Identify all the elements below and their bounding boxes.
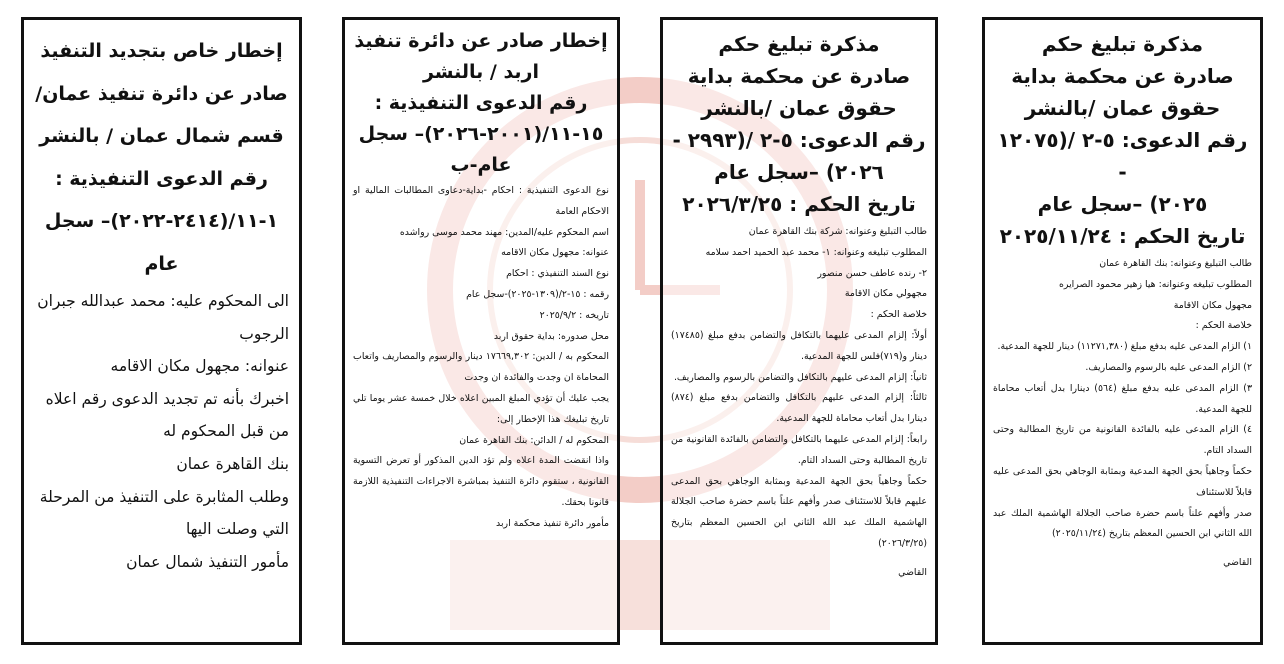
title-line: مذكرة تبليغ حكم <box>1041 32 1204 56</box>
notice-title <box>663 20 935 220</box>
notice-body <box>345 181 617 535</box>
addressee: المطلوب تبليغه وعنوانه: هيا زهير محمود الصرايره <box>1058 278 1252 290</box>
notice-body <box>663 222 935 584</box>
title-line: صادر عن دائرة تنفيذ عمان/ <box>35 82 288 105</box>
judgment-item: ٤) الزام المدعى عليه بالفائدة القانونية من تاريخ المطالبة وحتى السداد التام. <box>993 424 1252 457</box>
judgment-date-line: تاريخ الحكم : ٢٠٢٦/٣/٢٥ <box>682 192 916 216</box>
warning-text: واذا انقضت المدة اعلاه ولم تؤد الدين المذكور أو تعرض التسوية القانونية ، ستقوم دائرة التنفيذ بمباشرة الاجراءات التنفيذية اللازمة قانونا بحقك. <box>353 455 609 508</box>
title-line: حقوق عمان /بالنشر <box>1024 96 1221 120</box>
title-line: اربد / بالنشر <box>422 61 540 83</box>
case-number-line: رقم الدعوى: ٥-٢ /(٢٩٩٣ - <box>672 128 926 152</box>
payment-instruction: يجب عليك أن تؤدي المبلغ المبين اعلاه خلال خمسة عشر يوما تلي تاريخ تبليغك هذا الإخطار إلى: <box>353 392 609 425</box>
notice-title <box>345 20 617 181</box>
debtor-address: عنوانه: مجهول مكان الاقامه <box>110 357 289 376</box>
debtor-address: عنوانه: مجهول مكان الاقامه <box>501 247 609 259</box>
execution-renewal-notice <box>21 17 302 645</box>
judgment-item: أولاً: إلزام المدعى عليهما بالتكافل والتضامن بدفع مبلغ (١٧٤٨٥) دينار و(٧١٩)فلس للجهة المدعية. <box>671 329 927 362</box>
judgment-ruling: حكماً وجاهياً بحق الجهة المدعية وبمثابة الوجاهي بحق المدعى عليه قابلاً للاستئناف <box>993 465 1252 498</box>
instrument-type: نوع السند التنفيذي : احكام <box>506 268 609 280</box>
officer-signature: مأمور دائرة تنفيذ محكمة اربد <box>496 517 609 529</box>
judgment-item: ثانياً: إلزام المدعى عليهم بالتكافل والتضامن بالرسوم والمصاريف. <box>673 371 927 383</box>
case-type: نوع الدعوى التنفيذية : احكام -بداية-دعاوى المطالبات المالية او الاحكام العامة <box>353 185 609 217</box>
notice-title <box>34 30 289 285</box>
debtor-name: الى المحكوم عليه: محمد عبدالله جبران الرجوب <box>37 292 289 343</box>
title-line: حقوق عمان /بالنشر <box>701 96 897 120</box>
issuing-court: محل صدوره: بداية حقوق اربد <box>493 330 609 342</box>
judgment-item: رابعاً: إلزام المدعى عليهما بالتكافل والتضامن بالفائدة القانونية من تاريخ المطالبة وحتى السداد التام. <box>671 433 927 466</box>
judgment-item: ٢) الزام المدعى عليه بالرسوم والمصاريف. <box>1085 361 1252 373</box>
judgment-item: ثالثاً: إلزام المدعى عليهم بالتكافل والتضامن بدفع مبلغ (٨٧٤) دينارا بدل أتعاب محاماة للجهة المدعية. <box>671 392 927 425</box>
notice-title <box>985 20 1260 252</box>
judgment-issued: صدر وأفهم علناً باسم حضرة صاحب الجلالة الهاشمية الملك عبد الله الثاني ابن الحسين المعظم بتاريخ (٢٠٢٥/١١/٢٤) <box>993 507 1252 540</box>
judgment-summary-heading: خلاصة الحكم : <box>870 309 927 321</box>
title-line: رقم الدعوى التنفيذية : <box>374 92 588 114</box>
notice-body <box>985 254 1260 574</box>
judgment-notice-1 <box>982 17 1263 645</box>
creditor: المحكوم له / الدائن: بنك القاهرة عمان <box>459 434 609 446</box>
judgment-date-line: تاريخ الحكم : ٢٠٢٥/١١/٢٤ <box>999 224 1246 248</box>
case-number-line: ١-١١/(٢٤١٤-٢٠٢٢)– سجل <box>44 210 279 232</box>
title-line: إخطار خاص بتجديد التنفيذ <box>40 40 283 62</box>
case-number-line: رقم الدعوى: ٥-٢ /(١٢٠٧٥ - <box>997 128 1248 184</box>
instrument-date: تاريخه : ٢٠٢٥/٩/٢ <box>539 309 609 321</box>
addressee: المطلوب تبليغه وعنوانه: ١- محمد عبد الحميد احمد سلامه <box>705 246 927 258</box>
residence-status: مجهولي مكان الاقامة <box>844 288 927 300</box>
judge-signature: القاضي <box>1223 557 1252 569</box>
renewal-statement: اخبرك بأنه تم تجديد الدعوى رقم اعلاه من قبل المحكوم له <box>45 389 289 441</box>
addressee: ٢- رنده عاطف حسن منصور <box>817 267 927 279</box>
judgment-item: ١) الزام المدعى عليه بدفع مبلغ (١١٢٧١,٣٨٠) دينار للجهة المدعية. <box>997 341 1252 353</box>
case-number-line: ١٥-١١/(٢٠٠١-٢٠٢٦)– سجل <box>358 123 604 145</box>
execution-notice-irbid <box>342 17 620 645</box>
residence-status: مجهول مكان الاقامة <box>1173 299 1252 311</box>
instrument-number: رقمه : ١٥-٢/(١٣٠٩-٢٠٢٥)-سجل عام <box>466 288 609 300</box>
case-number-line: ٢٠٢٥) –سجل عام <box>1037 192 1208 216</box>
title-line: مذكرة تبليغ حكم <box>718 32 880 56</box>
officer-signature: مأمور التنفيذ شمال عمان <box>126 552 289 571</box>
judgment-summary-heading: خلاصة الحكم : <box>1195 320 1252 332</box>
title-line: صادرة عن محكمة بداية <box>1011 64 1234 88</box>
judge-signature: القاضي <box>898 566 927 578</box>
judgment-amount: المحكوم به / الدين: ١٧٦٦٩,٣٠٢ دينار والرسوم والمصاريف واتعاب المحاماة ان وجدت والفائدة ان وجدت <box>353 351 610 384</box>
judgment-item: ٣) الزام المدعى عليه بدفع مبلغ (٥٦٤) دينارا بدل أتعاب محاماة للجهة المدعية. <box>993 382 1252 415</box>
judgment-notice-2 <box>660 17 938 645</box>
case-number-line: عام <box>144 252 179 275</box>
continuation-request: وطلب المثابرة على التنفيذ من المرحلة التي وصلت اليها <box>39 487 289 539</box>
title-line: صادرة عن محكمة بداية <box>687 64 911 88</box>
title-line: رقم الدعوى التنفيذية : <box>55 167 268 190</box>
debtor-name: اسم المحكوم عليه/المدين: مهند محمد موسى رواشده <box>399 226 609 238</box>
notice-content <box>24 20 299 578</box>
case-number-line: عام-ب <box>450 154 512 176</box>
creditor: بنك القاهرة عمان <box>176 454 289 473</box>
case-number-line: ٢٠٢٦) –سجل عام <box>714 160 884 184</box>
title-line: إخطار صادر عن دائرة تنفيذ <box>354 30 608 52</box>
requester: طالب التبليغ وعنوانه: شركة بنك القاهرة عمان <box>748 226 927 237</box>
requester: طالب التبليغ وعنوانه: بنك القاهرة عمان <box>1099 258 1252 269</box>
judgment-ruling: حكماً وجاهياً بحق الجهة المدعية وبمثابة الوجاهي بحق المدعى عليهم قابلاً للاستئناف صدر وأفهم علناً باسم حضرة صاحب الجلالة الهاشمية الملك عبد الله الثاني ابن الحسين المعظم بتاريخ (٢٠٢٦/٣/٢٥) <box>671 475 927 549</box>
title-line: قسم شمال عمان / بالنشر <box>39 125 284 147</box>
